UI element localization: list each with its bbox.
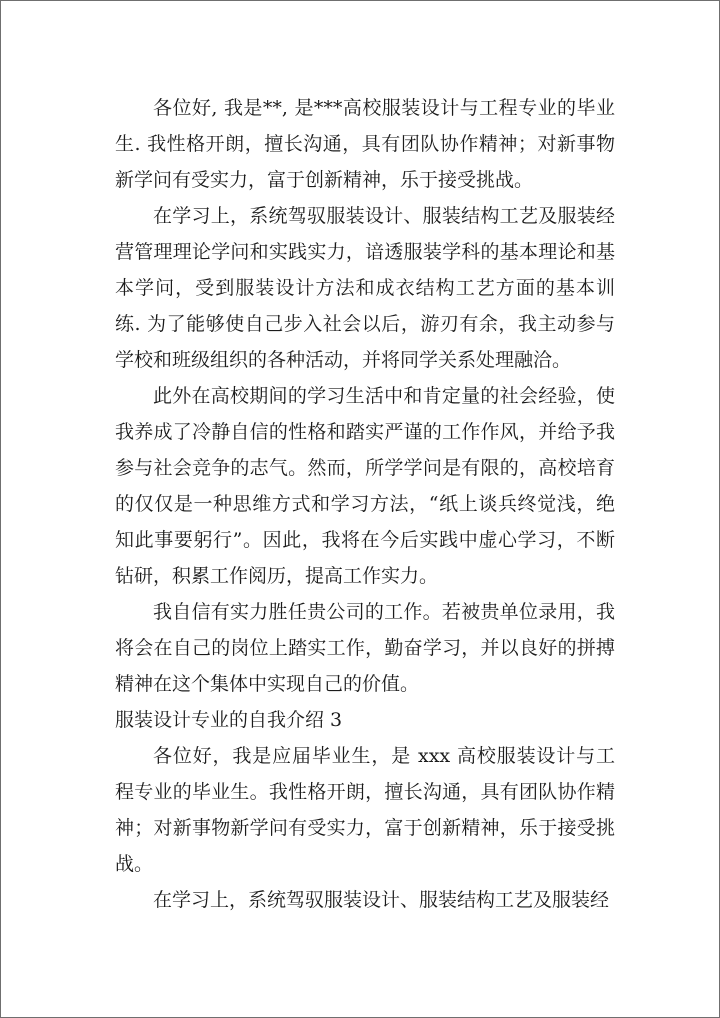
paragraph: 在学习上，系统驾驭服装设计、服装结构工艺及服装经 [153,889,610,911]
paragraph: 各位好, 我是**, 是***高校服装设计与工程专业的毕业生. 我性格开朗，擅长沟通，具有团队协作精神；对新事物新学问有受实力，富于创新精神，乐于接受挑战。 [115,97,615,191]
paragraph: 此外在高校期间的学习生活中和肯定量的社会经验，使我养成了冷静自信的性格和踏实严谨的工作作风，并给予我参与社会竞争的志气。然而，所学学问是有限的，高校培育的仅仅是一种思维方式和学习方法，“纸上谈兵终觉浅，绝知此事要躬行”。因此，我将在今后实践中虚心学习，不断钻研，积累工作阅历，提高工作实力。 [115,385,615,587]
document-body [115,90,615,918]
paragraph: 我自信有实力胜任贵公司的工作。若被贵单位录用，我将会在自己的岗位上踏实工作，勤奋学习，并以良好的拼搏精神在这个集体中实现自己的价值。 [115,601,615,695]
section-heading: 服装设计专业的自我介绍 3 [115,709,343,731]
paragraph: 在学习上，系统驾驭服装设计、服装结构工艺及服装经营管理理论学问和实践实力，谙透服装学科的基本理论和基本学问，受到服装设计方法和成衣结构工艺方面的基本训练. 为了能够使自己步入社会以后，游刃有余，我主动参与学校和班级组织的各种活动，并将同学关系处理融洽。 [115,205,615,371]
paragraph: 各位好，我是应届毕业生，是 xxx 高校服装设计与工程专业的毕业生。我性格开朗，擅长沟通，具有团队协作精神；对新事物新学问有受实力，富于创新精神，乐于接受挑战。 [115,745,615,875]
